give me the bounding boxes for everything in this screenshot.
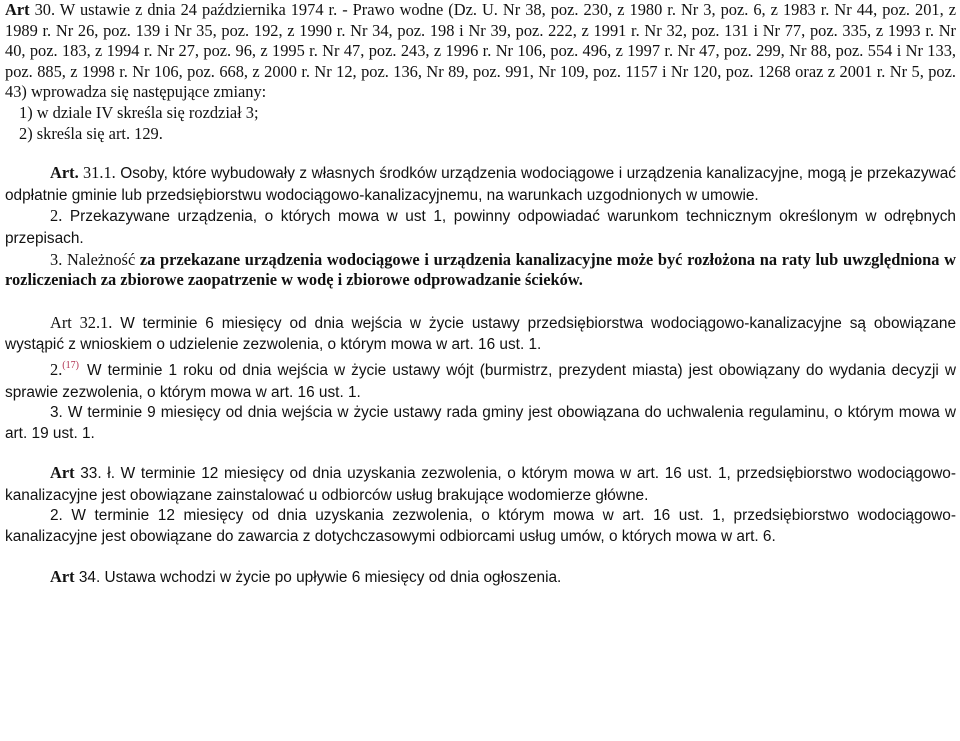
article-34 (5, 567, 956, 589)
article-32-paragraph-1-text: W terminie 6 miesięcy od dnia wejścia w życie ustawy przedsiębiorstwa wodociągowo-kanalizacyjne są obowiązane wystąpić z wnioskiem o udzielenie zezwolenia, o którym mowa w art. 16 ust. 1. (5, 314, 957, 354)
article-31-paragraph-3-text: za przekazane urządzenia wodociągowe i urządzenia kanalizacyjne może być rozłożona na raty lub uwzględniona w rozliczeniach za zbiorowe zaopatrzenie w wodę i zbiorowe odprowadzanie ścieków. (5, 249, 956, 290)
article-34-label: Art (50, 566, 75, 586)
article-31-paragraph-1 (5, 163, 956, 206)
article-33-paragraph-1 (5, 463, 956, 506)
article-30-item-2: 2) skreśla się art. 129. (19, 123, 163, 143)
article-30 (5, 0, 956, 103)
document-page (5, 0, 956, 588)
article-32-number: 1. (100, 312, 113, 332)
article-30-item-1: 1) w dziale IV skreśla się rozdział 3; (19, 102, 259, 122)
article-33-paragraph-1-text: 33. ł. W terminie 12 miesięcy od dnia uzyskania zezwolenia, o którym mowa w art. 16 ust. 1, przedsiębiorstwo wodociągowo-kanalizacyjne jest obowiązane zainstalować u odbiorców usług brakujące wodomierze główne. (5, 465, 956, 504)
article-31-paragraph-2 (5, 206, 956, 249)
article-31-paragraph-1-text: Osoby, które wybudowały z własnych środków urządzenia wodociągowe i urządzenia kanalizacyjne, mogą je przekazywać odpłatnie gminie lub przedsiębiorstwu wodociągowo-kanalizacyjnemu, na warunkach uzgodnionych w umowie. (5, 165, 956, 204)
article-32-label: Art 32. (50, 312, 101, 332)
article-30-text: 30. W ustawie z dnia 24 października 1974 r. - Prawo wodne (Dz. U. Nr 38, poz. 230, z 1980 r. Nr 3, poz. 6, z 1983 r. Nr 44, poz. 201, z 1989 r. Nr 26, poz. 139 i Nr 35, poz. 192, z 1990 r. Nr 34, poz. 198 i Nr 39, poz. 222, z 1991 r. Nr 32, poz. 131 i Nr 77, poz. 335, z 1993 r. Nr 40, poz. 183, z 1994 r. Nr 27, poz. 96, z 1995 r. Nr 47, poz. 243, z 1996 r. Nr 106, poz. 496, z 1997 r. Nr 47, poz. 299, Nr 88, poz. 554 i Nr 133, poz. 885, z 1998 r. Nr 106, poz. 668, z 2000 r. Nr 12, poz. 136, Nr 89, poz. 991, Nr 109, poz. 1157 i Nr 120, poz. 1268 oraz z 2001 r. Nr 5, poz. 43) wprowadza się następujące zmiany: (5, 0, 956, 102)
article-31-paragraph-3 (5, 250, 956, 291)
article-34-text: 34. Ustawa wchodzi w życie po upływie 6 miesięcy od dnia ogłoszenia. (74, 568, 562, 586)
article-31-number: 31.1. (78, 163, 116, 183)
article-32-paragraph-2 (5, 356, 956, 403)
article-31-paragraph-2-number: 2. (50, 206, 63, 226)
article-31-paragraph-2-text: Przekazywane urządzenia, o których mowa w ust 1, powinny odpowiadać warunkom technicznym określonym w odrębnych przepisach. (5, 208, 956, 247)
article-32-paragraph-3: 3. W terminie 9 miesięcy od dnia wejścia w życie ustawy rada gminy jest obowiązana do uchwalenia regulaminu, o którym mowa w art. 19 ust. 1. (5, 404, 956, 442)
article-33-paragraph-2: 2. W terminie 12 miesięcy od dnia uzyskania zezwolenia, o którym mowa w art. 16 ust. 1, przedsiębiorstwo wodociągowo-kanalizacyjne jest obowiązane do zawarcia z dotychczasowymi odbiorcami usług umów, o których mowa w art. 6. (5, 507, 956, 546)
footnote-marker[interactable]: (17) (62, 359, 79, 371)
article-33-label: Art (50, 463, 75, 483)
article-31-paragraph-3-number: 3. Należność (50, 249, 136, 269)
article-31-label: Art. (50, 163, 79, 183)
article-32-paragraph-1 (5, 313, 956, 356)
article-32-paragraph-2-text: W terminie 1 roku od dnia wejścia w życie ustawy wójt (burmistrz, prezydent miasta) jest obowiązany do wydania decyzji w sprawie zezwolenia, o którym mowa w art. 16 ust. 1. (5, 361, 956, 401)
article-32-paragraph-2-number: 2. (50, 359, 63, 379)
article-30-label: Art (5, 0, 30, 19)
